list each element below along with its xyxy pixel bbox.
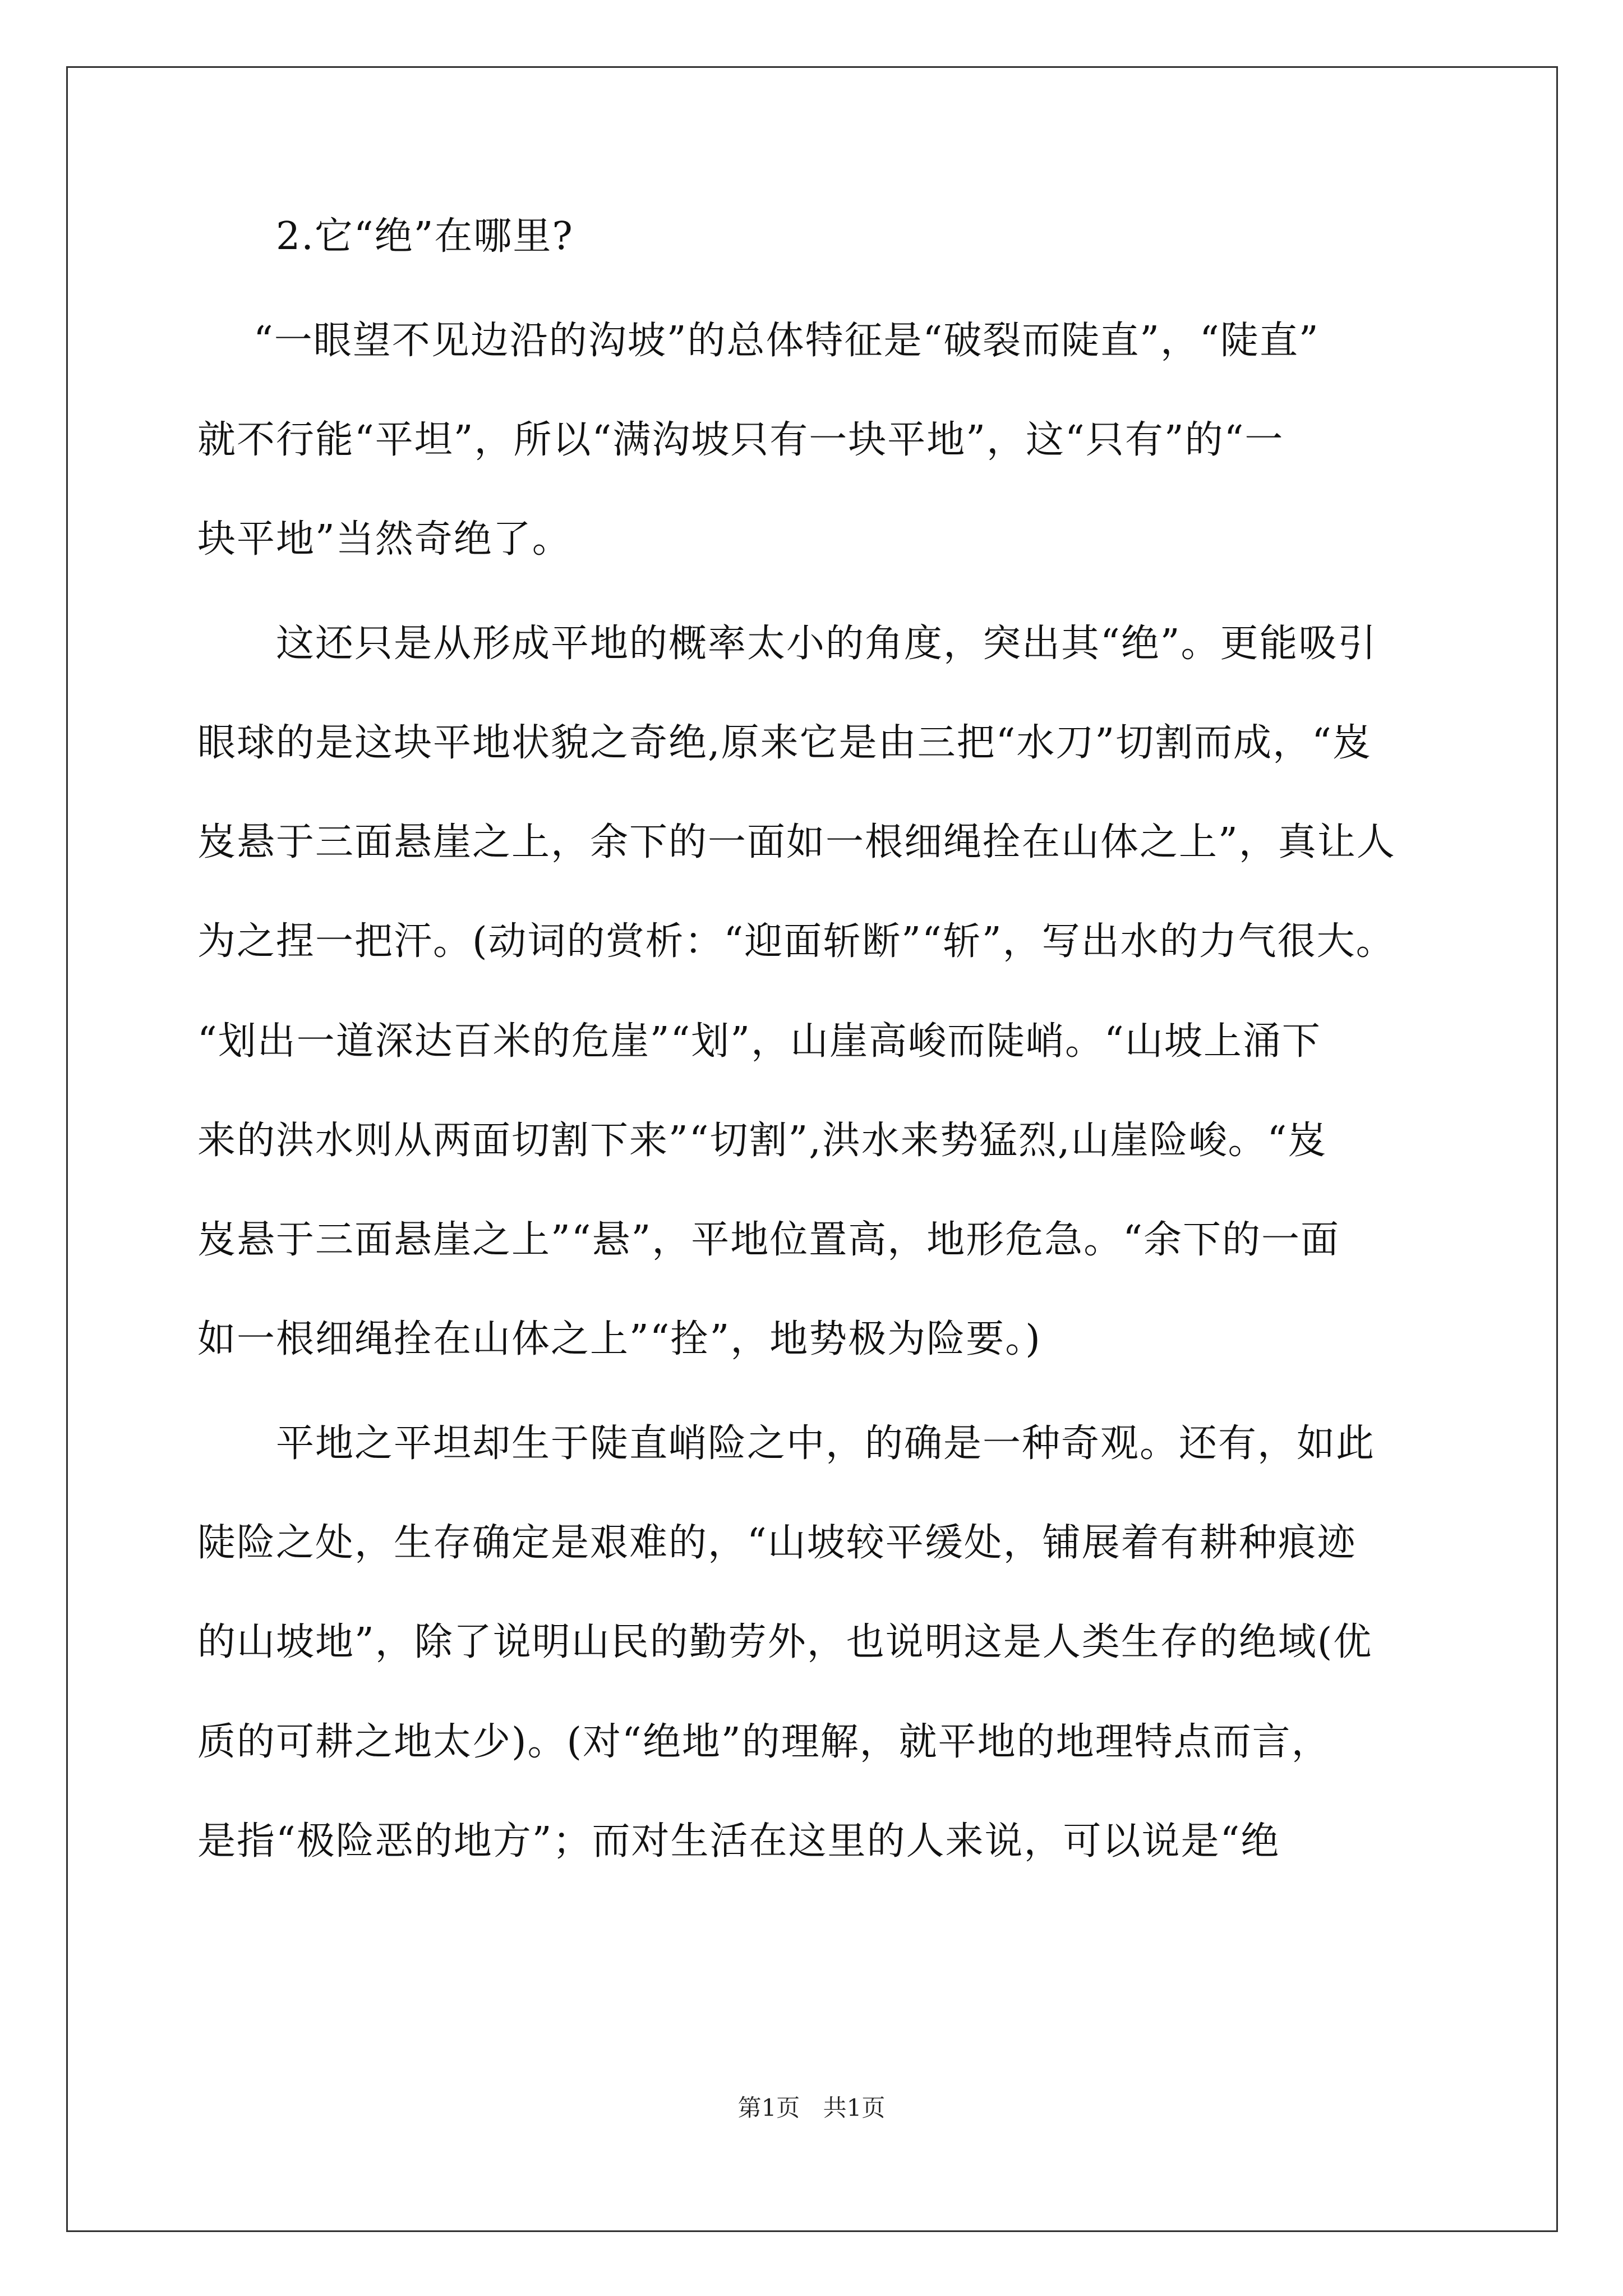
text-line: 的山坡地”，除了说明山民的勤劳外，也说明这是人类生存的绝域(优 <box>197 1620 1373 1664</box>
section-heading: 2.它“绝”在哪里? <box>276 214 574 259</box>
text-line: 陡险之处，生存确定是艰难的，“山坡较平缓处，铺展着有耕种痕迹 <box>197 1521 1357 1565</box>
text-line: “划出一道深达百米的危崖”“划”，山崖高峻而陡峭。“山坡上涌下 <box>197 1019 1321 1064</box>
text-line: 为之捏一把汗。(动词的赏析：“迎面斩断”“斩”，写出水的力气很大。 <box>197 919 1395 964</box>
text-line: 来的洪水则从两面切割下来”“切割”,洪水来势猛烈,山崖险峻。“岌 <box>197 1119 1327 1163</box>
text-line: 就不行能“平坦”，所以“满沟坡只有一块平地”，这“只有”的“一 <box>197 418 1284 462</box>
text-line: 质的可耕之地太少)。(对“绝地”的理解，就平地的地理特点而言， <box>197 1720 1331 1764</box>
text-line: “一眼望不见边沿的沟坡”的总体特征是“破裂而陡直”，“陡直” <box>253 319 1320 363</box>
text-line: 是指“极险恶的地方”；而对生活在这里的人来说，可以说是“绝 <box>197 1819 1280 1864</box>
text-line: 岌悬于三面悬崖之上”“悬”，平地位置高，地形危急。“余下的一面 <box>197 1218 1340 1262</box>
text-line: 岌悬于三面悬崖之上，余下的一面如一根细绳拴在山体之上”，真让人 <box>197 820 1396 864</box>
text-line: 如一根细绳拴在山体之上”“拴”，地势极为险要。) <box>197 1317 1041 1361</box>
text-line: 平地之平坦却生于陡直峭险之中，的确是一种奇观。还有，如此 <box>276 1421 1376 1466</box>
page-footer <box>0 2091 1623 2125</box>
text-line: 眼球的是这块平地状貌之奇绝,原来它是由三把“水刀”切割而成，“岌 <box>197 721 1372 765</box>
text-line: 这还只是从形成平地的概率太小的角度，突出其“绝”。更能吸引 <box>276 622 1377 666</box>
text-line: 块平地”当然奇绝了。 <box>197 517 571 562</box>
page-total: 共1页 <box>823 2094 886 2122</box>
page-number: 第1页 <box>737 2094 800 2122</box>
